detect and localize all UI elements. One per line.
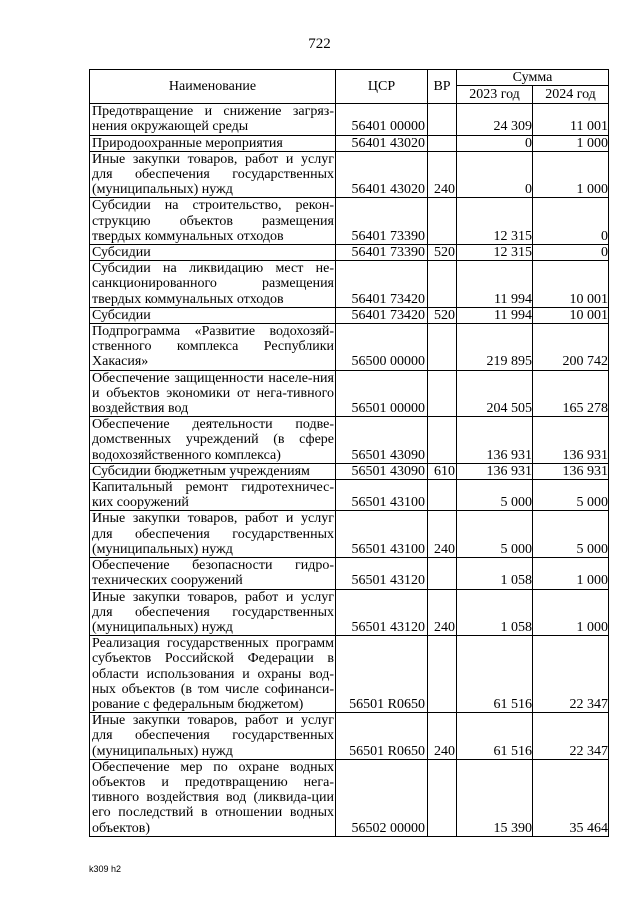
row-sum-2024: 165 278	[533, 370, 609, 417]
row-name: Иные закупки товаров, работ и услуг для обеспечения государственных (муниципальных) нужд	[90, 589, 336, 636]
row-sum-2023: 12 315	[457, 245, 533, 261]
header-year-2024: 2024 год	[533, 86, 609, 104]
row-vr: 240	[428, 151, 457, 198]
row-name: Иные закупки товаров, работ и услуг для обеспечения государственных (муниципальных) нужд	[90, 151, 336, 198]
row-csr: 56501 43090	[336, 463, 428, 479]
row-sum-2023: 136 931	[457, 463, 533, 479]
table-row	[90, 636, 609, 713]
row-sum-2024: 10 001	[533, 307, 609, 323]
row-csr: 56501 R0650	[336, 636, 428, 713]
row-name: Реализация государственных программ субъектов Российской Федерации в области использования и охраны вод-ных объектов (в том числе софинанси-рование с федеральным бюджетом)	[90, 636, 336, 713]
table-row	[90, 480, 609, 511]
row-sum-2023: 11 994	[457, 307, 533, 323]
table-row	[90, 151, 609, 198]
row-sum-2023: 15 390	[457, 759, 533, 836]
row-name: Обеспечение мер по охране водных объектов и предотвращению нега-тивного воздействия вод (ликвида-ции его последствий в отношении водных объектов)	[90, 759, 336, 836]
header-name: Наименование	[90, 70, 336, 104]
row-vr	[428, 417, 457, 464]
row-csr: 56401 73420	[336, 261, 428, 308]
row-sum-2023: 204 505	[457, 370, 533, 417]
row-sum-2024: 22 347	[533, 713, 609, 760]
row-sum-2023: 5 000	[457, 480, 533, 511]
table-row	[90, 245, 609, 261]
row-vr	[428, 135, 457, 151]
row-vr	[428, 370, 457, 417]
row-sum-2024: 136 931	[533, 463, 609, 479]
table-row	[90, 713, 609, 760]
row-name: Субсидии на строительство, рекон-струкцию объектов размещения твердых коммунальных отходов	[90, 198, 336, 245]
row-name: Капитальный ремонт гидротехничес-ких сооружений	[90, 480, 336, 511]
row-vr	[428, 636, 457, 713]
table-row	[90, 558, 609, 589]
row-csr: 56401 73420	[336, 307, 428, 323]
table-row	[90, 370, 609, 417]
header-year-2023: 2023 год	[457, 86, 533, 104]
row-csr: 56501 00000	[336, 370, 428, 417]
header-vr: ВР	[428, 70, 457, 104]
row-name: Обеспечение деятельности подве-домственных учреждений (в сфере водохозяйственного комплекса)	[90, 417, 336, 464]
row-sum-2024: 10 001	[533, 261, 609, 308]
table-row	[90, 589, 609, 636]
row-csr: 56501 43100	[336, 511, 428, 558]
table-row	[90, 198, 609, 245]
table-row	[90, 307, 609, 323]
footer-code: k309 h2	[89, 864, 122, 874]
row-vr	[428, 261, 457, 308]
row-sum-2024: 11 001	[533, 104, 609, 135]
row-sum-2024: 136 931	[533, 417, 609, 464]
row-csr: 56501 43090	[336, 417, 428, 464]
row-csr: 56401 73390	[336, 198, 428, 245]
row-sum-2023: 24 309	[457, 104, 533, 135]
row-sum-2024: 1 000	[533, 151, 609, 198]
row-vr: 240	[428, 589, 457, 636]
row-name: Природоохранные мероприятия	[90, 135, 336, 151]
row-sum-2024: 22 347	[533, 636, 609, 713]
row-csr: 56401 43020	[336, 151, 428, 198]
row-vr	[428, 324, 457, 371]
row-sum-2024: 5 000	[533, 480, 609, 511]
row-sum-2023: 12 315	[457, 198, 533, 245]
row-name: Субсидии	[90, 245, 336, 261]
budget-table	[89, 69, 609, 837]
row-vr: 520	[428, 307, 457, 323]
row-name: Иные закупки товаров, работ и услуг для обеспечения государственных (муниципальных) нужд	[90, 713, 336, 760]
table-row	[90, 759, 609, 836]
row-vr	[428, 480, 457, 511]
row-sum-2024: 0	[533, 245, 609, 261]
row-name: Субсидии бюджетным учреждениям	[90, 463, 336, 479]
row-vr	[428, 558, 457, 589]
row-csr: 56501 43120	[336, 589, 428, 636]
row-name: Предотвращение и снижение загряз-нения окружающей среды	[90, 104, 336, 135]
row-sum-2023: 1 058	[457, 558, 533, 589]
row-csr: 56401 43020	[336, 135, 428, 151]
row-sum-2023: 0	[457, 151, 533, 198]
row-csr: 56401 73390	[336, 245, 428, 261]
table-body	[90, 104, 609, 837]
table-row	[90, 104, 609, 135]
row-vr: 610	[428, 463, 457, 479]
row-vr	[428, 198, 457, 245]
row-sum-2023: 1 058	[457, 589, 533, 636]
table-row	[90, 324, 609, 371]
row-csr: 56501 43100	[336, 480, 428, 511]
row-sum-2024: 1 000	[533, 589, 609, 636]
row-sum-2023: 5 000	[457, 511, 533, 558]
row-sum-2024: 0	[533, 198, 609, 245]
row-name: Иные закупки товаров, работ и услуг для обеспечения государственных (муниципальных) нужд	[90, 511, 336, 558]
row-vr	[428, 759, 457, 836]
row-sum-2024: 200 742	[533, 324, 609, 371]
row-sum-2024: 1 000	[533, 558, 609, 589]
row-sum-2023: 0	[457, 135, 533, 151]
page-number: 722	[308, 36, 331, 52]
row-sum-2023: 61 516	[457, 636, 533, 713]
row-vr	[428, 104, 457, 135]
row-sum-2023: 11 994	[457, 261, 533, 308]
table-row	[90, 135, 609, 151]
header-sum: Сумма	[457, 70, 609, 86]
row-sum-2023: 136 931	[457, 417, 533, 464]
row-name: Обеспечение безопасности гидро-технических сооружений	[90, 558, 336, 589]
row-name: Подпрограмма «Развитие водохозяй-ственного комплекса Республики Хакасия»	[90, 324, 336, 371]
table-row	[90, 417, 609, 464]
row-name: Субсидии на ликвидацию мест не-санкционированного размещения твердых коммунальных отходов	[90, 261, 336, 308]
table-row	[90, 261, 609, 308]
row-csr: 56500 00000	[336, 324, 428, 371]
row-sum-2023: 219 895	[457, 324, 533, 371]
header-csr: ЦСР	[336, 70, 428, 104]
row-sum-2024: 5 000	[533, 511, 609, 558]
row-vr: 240	[428, 713, 457, 760]
table-row	[90, 511, 609, 558]
row-vr: 520	[428, 245, 457, 261]
row-sum-2023: 61 516	[457, 713, 533, 760]
row-sum-2024: 1 000	[533, 135, 609, 151]
row-csr: 56401 00000	[336, 104, 428, 135]
row-vr: 240	[428, 511, 457, 558]
row-csr: 56501 R0650	[336, 713, 428, 760]
table-row	[90, 463, 609, 479]
row-name: Субсидии	[90, 307, 336, 323]
row-sum-2024: 35 464	[533, 759, 609, 836]
row-csr: 56502 00000	[336, 759, 428, 836]
row-name: Обеспечение защищенности населе-ния и объектов экономики от нега-тивного воздействия вод	[90, 370, 336, 417]
row-csr: 56501 43120	[336, 558, 428, 589]
